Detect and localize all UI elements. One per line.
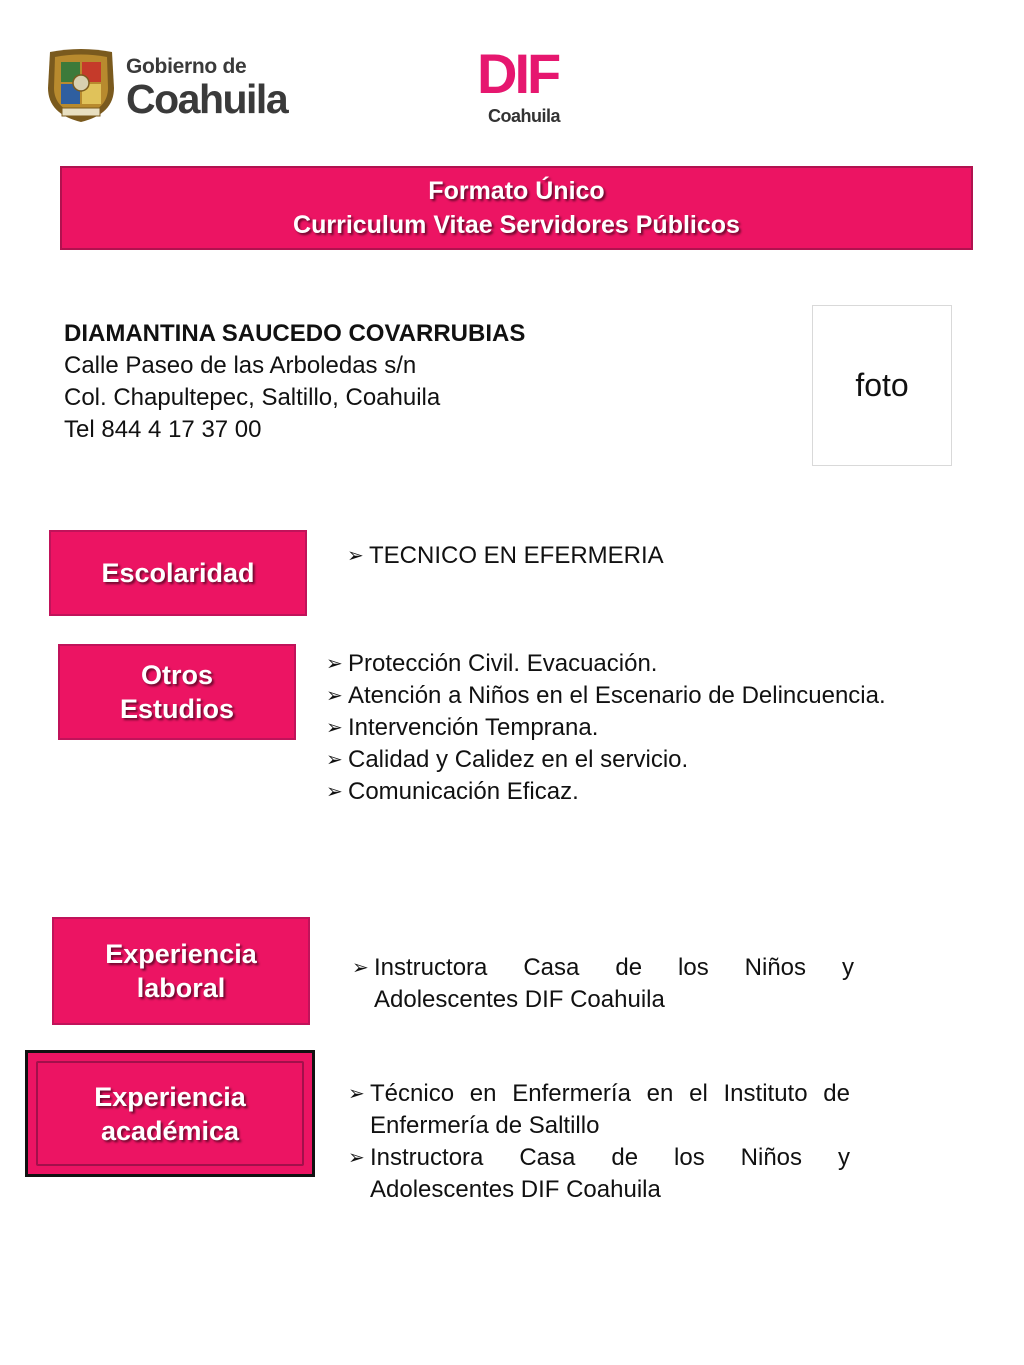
- arrow-bullet-icon: ➢: [326, 781, 343, 803]
- address-line-2: Col. Chapultepec, Saltillo, Coahuila: [64, 384, 441, 411]
- escolaridad-label-text: Escolaridad: [101, 558, 255, 588]
- gobierno-de-text: Gobierno de: [126, 55, 247, 78]
- list-item: ➢ Atención a Niños en el Escenario de Delincuencia.: [326, 680, 936, 712]
- arrow-bullet-icon: ➢: [326, 749, 343, 771]
- gobierno-coahuila-wordmark: [126, 56, 287, 120]
- address-line-1: Calle Paseo de las Arboledas s/n: [64, 352, 417, 379]
- dif-wordmark: DIF: [477, 42, 559, 105]
- exp-academica-label-line-1: Experiencia: [94, 1081, 246, 1112]
- list-item: ➢ Técnico en Enfermería en el Instituto de Enfermería de Saltillo: [348, 1080, 850, 1139]
- title-banner: [60, 166, 973, 250]
- experiencia-laboral-label: [52, 917, 310, 1025]
- otros-label-line-2: Estudios: [119, 694, 234, 724]
- experiencia-academica-label: [36, 1061, 304, 1166]
- list-item: ➢ Comunicación Eficaz.: [326, 776, 936, 808]
- list-item: ➢ TECNICO EN EFERMERIA: [347, 540, 747, 572]
- dif-coahuila-text: Coahuila: [488, 106, 561, 126]
- arrow-bullet-icon: ➢: [347, 545, 364, 567]
- list-item: ➢ Instructora Casa de los Niños y Adolescentes DIF Coahuila: [352, 954, 854, 1013]
- dif-coahuila-logo: [477, 42, 577, 128]
- otros-estudios-list: [326, 648, 936, 808]
- arrow-bullet-icon: ➢: [352, 957, 369, 979]
- arrow-bullet-icon: ➢: [348, 1083, 365, 1105]
- exp-laboral-label-line-2: laboral: [136, 973, 226, 1003]
- phone: Tel 844 4 17 37 00: [64, 416, 262, 443]
- banner-subtitle: Curriculum Vitae Servidores Públicos: [293, 211, 740, 239]
- photo-placeholder: [812, 305, 952, 466]
- experiencia-academica-frame: [25, 1050, 315, 1177]
- personal-info: [64, 318, 525, 446]
- person-name: DIAMANTINA SAUCEDO COVARRUBIAS: [64, 320, 526, 347]
- otros-label-line-1: Otros: [140, 660, 213, 690]
- arrow-bullet-icon: ➢: [326, 653, 343, 675]
- arrow-bullet-icon: ➢: [326, 717, 343, 739]
- list-item: ➢ Instructora Casa de los Niños y Adolescentes DIF Coahuila: [348, 1144, 850, 1203]
- experiencia-laboral-list: [352, 952, 854, 1016]
- arrow-bullet-icon: ➢: [326, 685, 343, 707]
- escolaridad-label: [49, 530, 307, 616]
- coahuila-crest-logo: [44, 48, 118, 124]
- otros-estudios-label: [58, 644, 296, 740]
- photo-label: foto: [855, 367, 909, 403]
- list-item: ➢ Intervención Temprana.: [326, 712, 936, 744]
- escolaridad-list: [347, 540, 747, 572]
- experiencia-academica-list: [348, 1078, 850, 1206]
- exp-academica-label-line-2: académica: [100, 1115, 240, 1146]
- coahuila-text: Coahuila: [126, 76, 288, 122]
- arrow-bullet-icon: ➢: [348, 1147, 365, 1169]
- exp-laboral-label-line-1: Experiencia: [105, 939, 257, 969]
- list-item: ➢ Calidad y Calidez en el servicio.: [326, 744, 936, 776]
- banner-title: Formato Único: [428, 177, 605, 205]
- list-item: ➢ Protección Civil. Evacuación.: [326, 648, 936, 680]
